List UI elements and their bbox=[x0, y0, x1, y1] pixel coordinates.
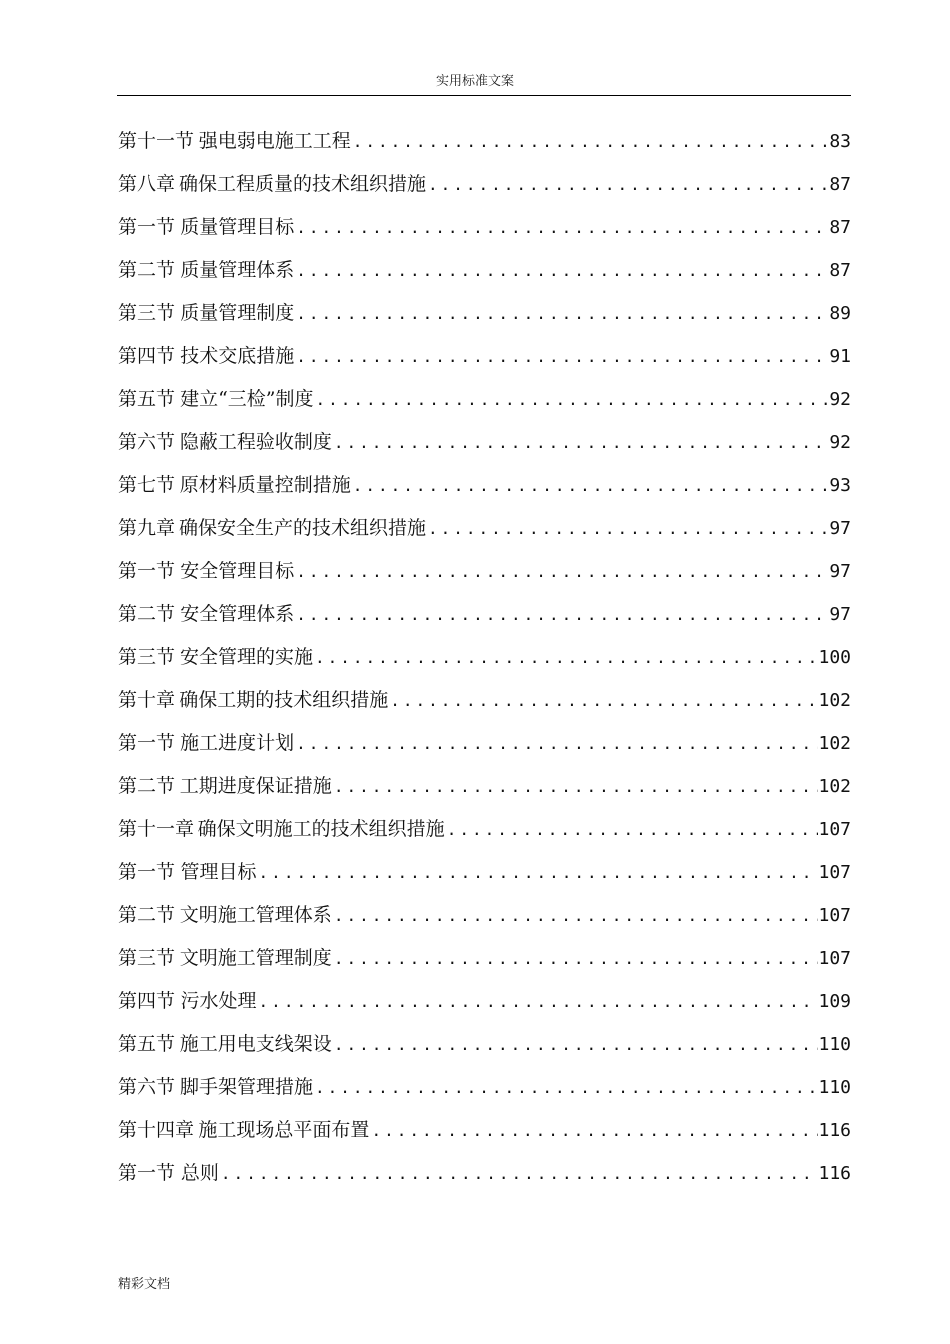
toc-entry-label: 第四节 bbox=[118, 990, 176, 1012]
toc-entry-page-number: 87 bbox=[829, 260, 851, 281]
page-footer: 精彩文档 bbox=[118, 1277, 171, 1292]
toc-dot-leader bbox=[332, 1023, 819, 1066]
toc-entry-label: 第三节 bbox=[118, 646, 176, 668]
toc-entry-label: 第六节 bbox=[118, 431, 176, 453]
toc-entry-label: 第六节 bbox=[118, 1076, 176, 1098]
toc-entry-title: 工期进度保证措施 bbox=[179, 775, 332, 797]
toc-entry[interactable] bbox=[118, 636, 851, 679]
toc-entry-title: 安全管理体系 bbox=[180, 603, 295, 625]
toc-dot-leader bbox=[332, 765, 819, 808]
toc-entry-page-number: 102 bbox=[818, 733, 851, 754]
toc-dot-leader bbox=[257, 851, 819, 894]
toc-entry-page-number: 87 bbox=[829, 174, 851, 195]
toc-entry-page-number: 92 bbox=[829, 389, 851, 410]
toc-entry-label: 第五节 bbox=[118, 388, 176, 410]
toc-dot-leader bbox=[426, 507, 829, 550]
toc-entry-title: 质量管理体系 bbox=[180, 259, 295, 281]
toc-entry[interactable] bbox=[118, 378, 851, 421]
toc-entry-page-number: 107 bbox=[818, 819, 851, 840]
toc-entry-label: 第三节 bbox=[118, 947, 176, 969]
toc-entry[interactable] bbox=[118, 980, 851, 1023]
toc-entry-label: 第二节 bbox=[118, 775, 176, 797]
toc-entry-page-number: 100 bbox=[818, 647, 851, 668]
toc-dot-leader bbox=[388, 679, 818, 722]
toc-entry[interactable] bbox=[118, 421, 851, 464]
toc-entry-page-number: 97 bbox=[829, 561, 851, 582]
toc-entry-label: 第一节 bbox=[118, 216, 176, 238]
toc-entry-page-number: 107 bbox=[818, 905, 851, 926]
toc-entry-title: 总则 bbox=[180, 1162, 219, 1184]
toc-entry-label: 第八章 bbox=[118, 173, 176, 195]
toc-entry-label: 第十一节 bbox=[118, 130, 195, 152]
toc-dot-leader bbox=[332, 894, 819, 937]
toc-entry-label: 第三节 bbox=[118, 302, 176, 324]
toc-entry[interactable] bbox=[118, 335, 851, 378]
toc-dot-leader bbox=[351, 120, 830, 163]
toc-entry-title: 原材料质量控制措施 bbox=[179, 474, 351, 496]
toc-entry[interactable] bbox=[118, 206, 851, 249]
toc-entry[interactable] bbox=[118, 1066, 851, 1109]
toc-entry-title: 确保工程质量的技术组织措施 bbox=[178, 173, 426, 195]
toc-entry-label: 第一节 bbox=[118, 732, 176, 754]
header-divider bbox=[117, 95, 851, 96]
toc-entry[interactable] bbox=[118, 679, 851, 722]
toc-entry[interactable] bbox=[118, 937, 851, 980]
toc-dot-leader bbox=[294, 722, 818, 765]
toc-dot-leader bbox=[332, 937, 819, 980]
toc-dot-leader bbox=[257, 980, 819, 1023]
toc-dot-leader bbox=[294, 550, 829, 593]
toc-entry[interactable] bbox=[118, 507, 851, 550]
toc-entry-label: 第十一章 bbox=[118, 818, 195, 840]
toc-entry-page-number: 97 bbox=[829, 518, 851, 539]
toc-entry-page-number: 97 bbox=[829, 604, 851, 625]
toc-entry-page-number: 83 bbox=[829, 131, 851, 152]
toc-entry-page-number: 89 bbox=[829, 303, 851, 324]
toc-entry-title: 技术交底措施 bbox=[180, 345, 295, 367]
toc-entry[interactable] bbox=[118, 765, 851, 808]
toc-entry[interactable] bbox=[118, 464, 851, 507]
toc-entry-title: 确保安全生产的技术组织措施 bbox=[178, 517, 426, 539]
toc-entry[interactable] bbox=[118, 593, 851, 636]
table-of-contents bbox=[118, 120, 851, 1195]
toc-entry-page-number: 107 bbox=[818, 948, 851, 969]
toc-entry[interactable] bbox=[118, 1023, 851, 1066]
toc-entry-page-number: 110 bbox=[818, 1034, 851, 1055]
toc-entry-title: 建立“三检”制度 bbox=[180, 388, 314, 410]
toc-dot-leader bbox=[294, 292, 829, 335]
toc-entry[interactable] bbox=[118, 1109, 851, 1152]
toc-entry-label: 第七节 bbox=[118, 474, 176, 496]
toc-dot-leader bbox=[369, 1109, 818, 1152]
toc-entry-title: 施工进度计划 bbox=[180, 732, 295, 754]
toc-dot-leader bbox=[294, 335, 829, 378]
toc-entry-label: 第一节 bbox=[118, 1162, 176, 1184]
toc-entry[interactable] bbox=[118, 851, 851, 894]
toc-entry-page-number: 102 bbox=[818, 776, 851, 797]
toc-entry-title: 隐蔽工程验收制度 bbox=[179, 431, 332, 453]
toc-entry-label: 第二节 bbox=[118, 904, 176, 926]
toc-entry-title: 安全管理目标 bbox=[180, 560, 295, 582]
toc-entry-label: 第一节 bbox=[118, 861, 176, 883]
toc-entry-title: 质量管理制度 bbox=[180, 302, 295, 324]
toc-entry-label: 第一节 bbox=[118, 560, 176, 582]
toc-entry[interactable] bbox=[118, 120, 851, 163]
toc-entry[interactable] bbox=[118, 1152, 851, 1195]
toc-dot-leader bbox=[445, 808, 819, 851]
toc-entry[interactable] bbox=[118, 292, 851, 335]
toc-entry-label: 第四节 bbox=[118, 345, 176, 367]
toc-entry-page-number: 109 bbox=[818, 991, 851, 1012]
toc-entry[interactable] bbox=[118, 163, 851, 206]
toc-entry-title: 施工用电支线架设 bbox=[179, 1033, 332, 1055]
toc-entry-label: 第二节 bbox=[118, 259, 176, 281]
toc-entry-title: 强电弱电施工工程 bbox=[198, 130, 351, 152]
toc-entry-label: 第十章 bbox=[118, 689, 176, 711]
toc-entry-title: 质量管理目标 bbox=[180, 216, 295, 238]
toc-entry-page-number: 91 bbox=[829, 346, 851, 367]
toc-entry[interactable] bbox=[118, 808, 851, 851]
toc-entry-page-number: 102 bbox=[818, 690, 851, 711]
toc-dot-leader bbox=[426, 163, 829, 206]
toc-entry-label: 第五节 bbox=[118, 1033, 176, 1055]
toc-dot-leader bbox=[332, 421, 829, 464]
toc-dot-leader bbox=[294, 249, 829, 292]
toc-entry-title: 文明施工管理制度 bbox=[179, 947, 332, 969]
toc-entry-title: 脚手架管理措施 bbox=[179, 1076, 313, 1098]
toc-entry-label: 第九章 bbox=[118, 517, 176, 539]
toc-dot-leader bbox=[294, 206, 829, 249]
toc-entry-label: 第二节 bbox=[118, 603, 176, 625]
toc-entry-page-number: 116 bbox=[818, 1120, 851, 1141]
toc-entry-title: 确保工期的技术组织措施 bbox=[179, 689, 389, 711]
toc-entry-title: 施工现场总平面布置 bbox=[198, 1119, 370, 1141]
toc-entry-title: 污水处理 bbox=[180, 990, 257, 1012]
page-header: 实用标准文案 bbox=[435, 74, 514, 89]
toc-entry[interactable] bbox=[118, 894, 851, 937]
toc-entry-page-number: 116 bbox=[818, 1163, 851, 1184]
toc-entry-page-number: 87 bbox=[829, 217, 851, 238]
toc-entry-page-number: 107 bbox=[818, 862, 851, 883]
toc-entry-title: 文明施工管理体系 bbox=[179, 904, 332, 926]
toc-entry-page-number: 92 bbox=[829, 432, 851, 453]
toc-entry[interactable] bbox=[118, 249, 851, 292]
toc-dot-leader bbox=[351, 464, 830, 507]
toc-entry-label: 第十四章 bbox=[118, 1119, 195, 1141]
toc-entry-page-number: 110 bbox=[818, 1077, 851, 1098]
toc-entry-page-number: 93 bbox=[829, 475, 851, 496]
toc-dot-leader bbox=[219, 1152, 819, 1195]
toc-entry-title: 安全管理的实施 bbox=[179, 646, 313, 668]
toc-dot-leader bbox=[313, 1066, 818, 1109]
toc-dot-leader bbox=[313, 636, 818, 679]
toc-entry-title: 管理目标 bbox=[180, 861, 257, 883]
toc-entry[interactable] bbox=[118, 550, 851, 593]
toc-dot-leader bbox=[294, 593, 829, 636]
toc-dot-leader bbox=[314, 378, 830, 421]
toc-entry[interactable] bbox=[118, 722, 851, 765]
toc-entry-title: 确保文明施工的技术组织措施 bbox=[197, 818, 445, 840]
